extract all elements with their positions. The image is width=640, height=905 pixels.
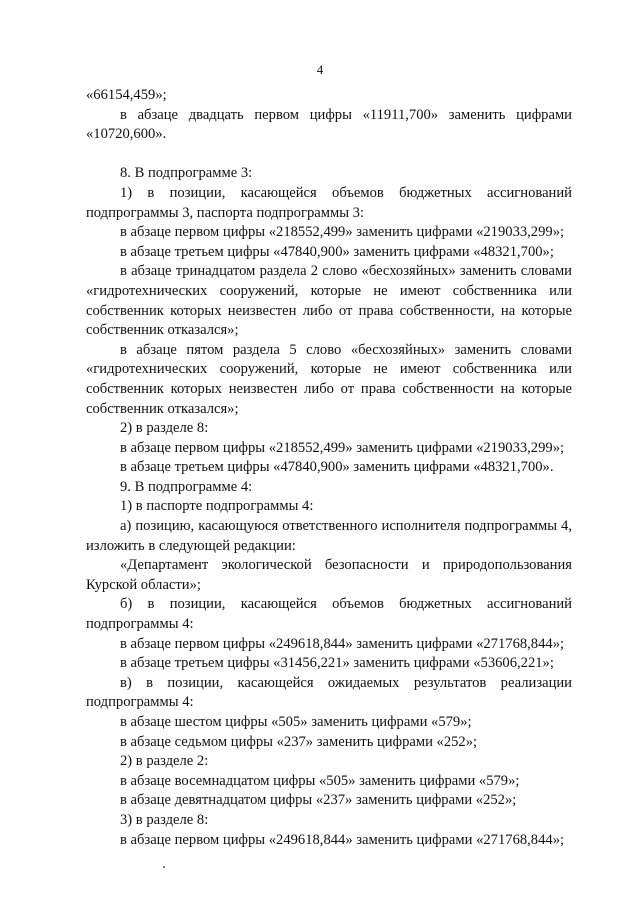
- paragraph: «Департамент экологической безопасности и природопользования Курской области»;: [86, 557, 572, 593]
- paragraph: 1) в позиции, касающейся объемов бюджетных ассигнований подпрограммы 3, паспорта подпрограммы 3:: [86, 184, 572, 221]
- paragraph: 9. В подпрограмме 4:: [120, 478, 253, 495]
- paragraph: в абзаце первом цифры «249618,844» заменить цифрами «271768,844»;: [120, 831, 565, 848]
- paragraph: в абзаце шестом цифры «505» заменить цифрами «579»;: [120, 714, 472, 730]
- paragraph: 8. В подпрограмме 3:: [120, 165, 253, 182]
- document-body: [86, 86, 572, 850]
- paragraph: в абзаце первом цифры «249618,844» заменить цифрами «271768,844»;: [120, 635, 565, 652]
- page-number: 4: [316, 62, 324, 77]
- paragraph: в абзаце двадцать первом цифры «11911,700» заменить цифрами «10720,600».: [86, 106, 572, 143]
- paragraph: в) в позиции, касающейся ожидаемых результатов реализации подпрограммы 4:: [86, 674, 572, 711]
- scan-speck: [163, 866, 165, 868]
- paragraph: б) в позиции, касающейся объемов бюджетных ассигнований подпрограммы 4:: [86, 596, 572, 633]
- paragraph: в абзаце третьем цифры «47840,900» заменить цифрами «48321,700».: [120, 459, 554, 476]
- paragraph: в абзаце первом цифры «218552,499» заменить цифрами «219033,299»;: [120, 224, 565, 241]
- paragraph: в абзаце третьем цифры «31456,221» заменить цифрами «53606,221»;: [120, 655, 554, 672]
- paragraph: 2) в разделе 8:: [120, 420, 209, 437]
- paragraph: в абзаце пятом раздела 5 слово «бесхозяйных» заменить словами «гидротехнических сооружений, которые не имеют собственника или собственник которых неизвестен либо от права собственности на которые собственник отказался»;: [86, 341, 572, 417]
- paragraph: 2) в разделе 2:: [120, 753, 209, 770]
- paragraph: в абзаце восемнадцатом цифры «505» заменить цифрами «579»;: [120, 772, 520, 789]
- paragraph: в абзаце девятнадцатом цифры «237» заменить цифрами «252»;: [120, 792, 517, 809]
- paragraph: 3) в разделе 8:: [120, 811, 209, 828]
- paragraph: в абзаце первом цифры «218552,499» заменить цифрами «219033,299»;: [120, 439, 565, 456]
- paragraph: в абзаце седьмом цифры «237» заменить цифрами «252»;: [120, 733, 478, 750]
- paragraph: 1) в паспорте подпрограммы 4:: [120, 498, 314, 515]
- paragraph: «66154,459»;: [86, 87, 167, 103]
- paragraph: а) позицию, касающуюся ответственного исполнителя подпрограммы 4, изложить в следующей редакции:: [86, 518, 572, 554]
- paragraph: в абзаце третьем цифры «47840,900» заменить цифрами «48321,700»;: [120, 243, 554, 260]
- paragraph: в абзаце тринадцатом раздела 2 слово «бесхозяйных» заменить словами «гидротехнических сооружений, которые не имеют собственника или собственник которых неизвестен либо от права собственности, на которые собственник отказался»;: [86, 263, 572, 339]
